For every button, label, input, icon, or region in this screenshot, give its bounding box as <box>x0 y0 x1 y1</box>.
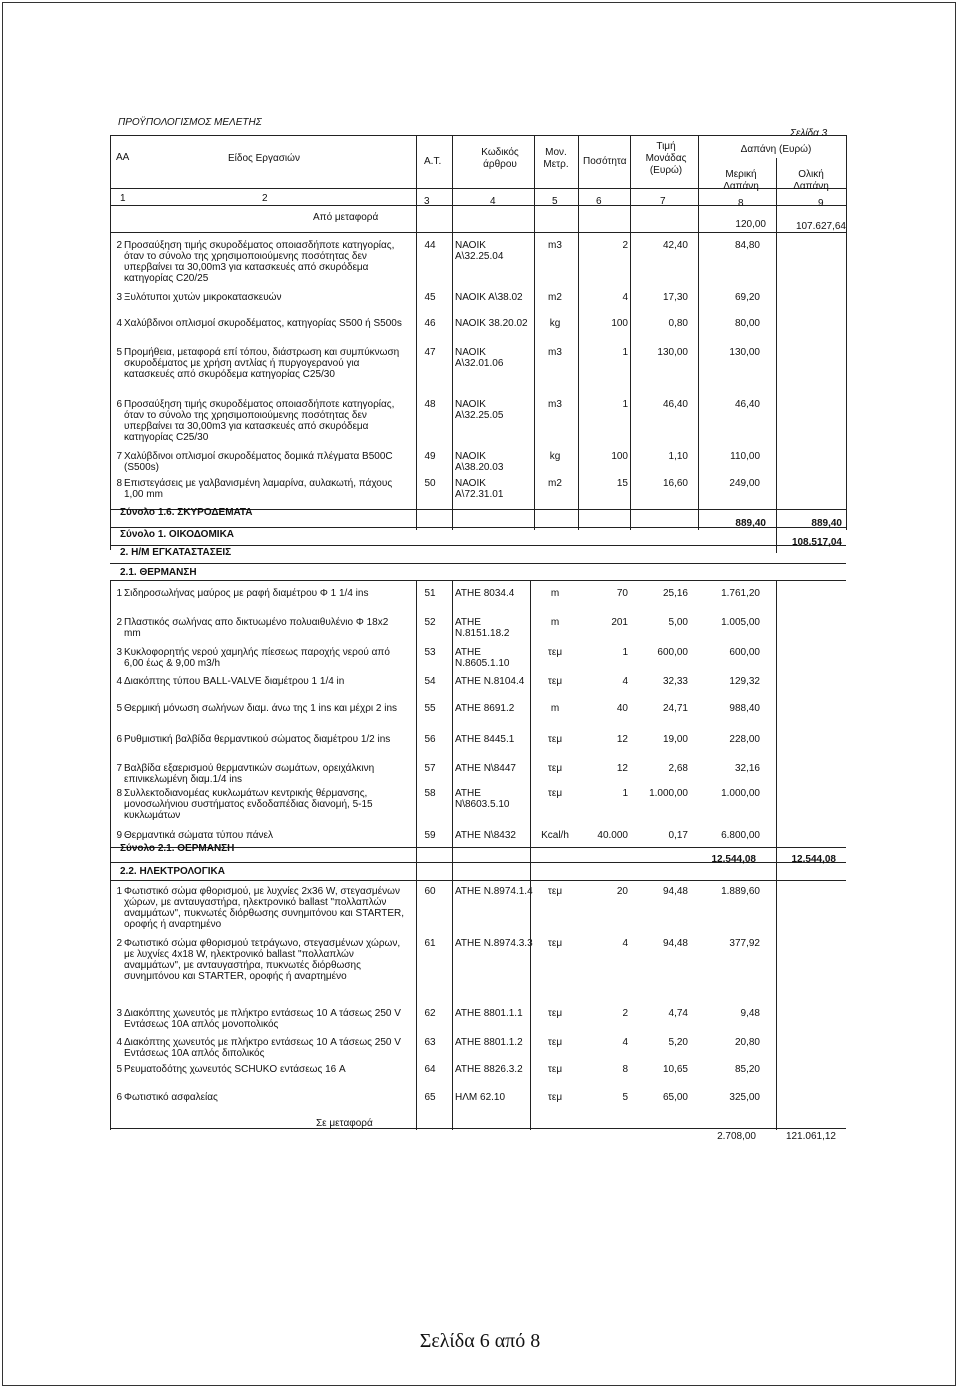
item-at: 63 <box>424 1037 436 1048</box>
table-rule <box>530 580 531 1130</box>
item-partial-cost: 110,00 <box>730 451 760 462</box>
table-rule <box>698 135 699 530</box>
document-title: ΠΡΟΫΠΟΛΟΓΙΣΜΟΣ ΜΕΛΕΤΗΣ <box>118 117 262 128</box>
item-number: 6 <box>116 734 122 745</box>
item-quantity: 201 <box>611 617 628 628</box>
item-quantity: 2 <box>622 240 628 251</box>
item-unit: τεμ <box>547 1037 563 1048</box>
item-partial-cost: 20,80 <box>734 1037 760 1048</box>
table-rule <box>452 135 453 530</box>
item-description: Φωτιστικό ασφαλείας <box>124 1092 218 1103</box>
col-unit-2: Μετρ. <box>543 159 569 170</box>
item-number: 8 <box>116 788 122 799</box>
item-code: ΑΤΗΕ Ν\8447 <box>455 763 516 774</box>
item-number: 3 <box>116 292 122 303</box>
total-1-value: 108.517,04 <box>791 537 842 548</box>
subtotal-2-1-partial: 12.544,08 <box>711 854 756 865</box>
item-code: ΑΤΗΕ Ν.8974.3.3 <box>455 938 533 949</box>
item-at: 47 <box>424 347 436 358</box>
subtotal-1-6-label: Σύνολο 1.6. ΣΚΥΡΟΔΕΜΑΤΑ <box>120 507 253 518</box>
table-rule <box>110 205 846 206</box>
table-rule <box>110 580 846 581</box>
item-unit: m3 <box>548 240 562 251</box>
item-unit-price: 5,20 <box>668 1037 688 1048</box>
item-code: ΑΤΗΕ 8034.4 <box>455 588 515 599</box>
item-partial-cost: 32,16 <box>734 763 760 774</box>
col-total-1: Ολική <box>798 169 824 180</box>
item-code: ΝΑΟΙΚ Α\72.31.01 <box>455 478 504 500</box>
item-at: 62 <box>424 1008 436 1019</box>
item-number: 6 <box>116 399 122 410</box>
table-rule <box>110 880 846 881</box>
item-partial-cost: 129,32 <box>729 676 760 687</box>
item-partial-cost: 84,80 <box>734 240 760 251</box>
item-partial-cost: 249,00 <box>729 478 760 489</box>
item-description: Ξυλότυποι χυτών μικροκατασκευών <box>124 292 282 303</box>
table-rule <box>776 158 777 553</box>
table-rule <box>110 545 846 546</box>
table-rule <box>630 135 631 530</box>
item-partial-cost: 377,92 <box>729 938 760 949</box>
colnum-3: 3 <box>424 196 430 207</box>
item-at: 44 <box>424 240 436 251</box>
item-partial-cost: 1.761,20 <box>721 588 760 599</box>
item-number: 1 <box>116 886 122 897</box>
item-number: 9 <box>116 830 122 841</box>
item-unit: m2 <box>548 292 562 303</box>
item-unit: m3 <box>548 399 562 410</box>
page-label: Σελίδα 3 <box>790 128 828 139</box>
item-quantity: 1 <box>622 647 628 658</box>
item-at: 60 <box>424 886 436 897</box>
item-description: Προσαύξηση τιμής σκυροδέματος οποιασδήποτε κατηγορίας, όταν το σύνολο της χρησιμοποιούμενης ποσότητας δεν υπερβαίνει τα 30,00m3 για κατασκευές από σκυρόδεμα κατηγορίας C25/30 <box>124 399 395 443</box>
item-code: ΗΛΜ 62.10 <box>455 1092 506 1103</box>
item-unit-price: 65,00 <box>662 1092 688 1103</box>
col-total-2: Δαπάνη <box>793 181 829 192</box>
item-unit: m <box>550 588 560 599</box>
item-number: 1 <box>116 588 122 599</box>
item-quantity: 8 <box>622 1064 628 1075</box>
table-rule <box>534 135 535 530</box>
colnum-1: 1 <box>120 193 126 204</box>
subtotal-2-1-label: Σύνολο 2.1. ΘΕΡΜΑΝΣΗ <box>120 843 235 854</box>
item-at: 55 <box>424 703 436 714</box>
carry-over-label: Σε μεταφορά <box>316 1118 373 1129</box>
item-number: 2 <box>116 938 122 949</box>
colnum-7: 7 <box>660 196 666 207</box>
item-partial-cost: 1.005,00 <box>721 617 760 628</box>
item-at: 54 <box>424 676 436 687</box>
item-number: 3 <box>116 1008 122 1019</box>
item-quantity: 2 <box>622 1008 628 1019</box>
carried-forward-label: Από μεταφορά <box>313 212 379 223</box>
item-unit-price: 94,48 <box>662 938 688 949</box>
item-description: Διακόπτης χωνευτός με πλήκτρο εντάσεως 10 A τάσεως 250 V Εντάσεως 10A απλός μονοπολικός <box>124 1008 401 1030</box>
item-number: 4 <box>116 676 122 687</box>
item-unit: kg <box>549 451 561 462</box>
item-description: Χαλύβδινοι οπλισμοί σκυροδέματος, κατηγορίας S500 ή S500s <box>124 318 402 329</box>
item-quantity: 100 <box>611 318 628 329</box>
table-rule <box>110 135 846 136</box>
item-number: 2 <box>116 240 122 251</box>
item-description: Ρευματοδότης χωνευτός SCHUKO εντάσεως 16 A <box>124 1064 346 1075</box>
item-quantity: 40.000 <box>597 830 628 841</box>
item-at: 50 <box>424 478 436 489</box>
item-unit: τεμ <box>547 763 563 774</box>
item-number: 5 <box>116 1064 122 1075</box>
colnum-6: 6 <box>596 196 602 207</box>
item-number: 6 <box>116 1092 122 1103</box>
item-description: Κυκλοφορητής νερού χαμηλής πίεσεως παροχής νερού από 6,00 έως & 9,00 m3/h <box>124 647 390 669</box>
item-code: ΝΑΟΙΚ Α\32.25.04 <box>455 240 504 262</box>
carried-forward-partial: 120,00 <box>735 219 766 230</box>
item-code: ΑΤΗΕ 8445.1 <box>455 734 515 745</box>
item-number: 5 <box>116 703 122 714</box>
item-code: ΑΤΗΕ 8691.2 <box>455 703 515 714</box>
item-quantity: 20 <box>616 886 628 897</box>
item-partial-cost: 228,00 <box>729 734 760 745</box>
col-code-1: Κωδικός <box>481 147 519 158</box>
item-code: ΑΤΗΕ Ν.8151.18.2 <box>455 617 510 639</box>
item-unit-price: 19,00 <box>662 734 688 745</box>
item-code: ΑΤΗΕ Ν.8974.1.4 <box>455 886 533 897</box>
item-description: Φωτιστικό σώμα φθορισμού τετράγωνο, στεγασμένων χώρων, με λυχνίες 4x18 W, ηλεκτρονικό ballast "πολλαπλών αναμμάτων", με ανταυγαστήρα, πυκνωτές διόρθωσης συνημιτόνου και STARTER, οροφής ή αναρτημένο <box>124 938 401 982</box>
item-unit-price: 130,00 <box>657 347 688 358</box>
item-unit: τεμ <box>547 886 563 897</box>
item-code: ΝΑΟΙΚ Α\38.20.03 <box>455 451 504 473</box>
item-unit-price: 16,60 <box>662 478 688 489</box>
item-unit-price: 25,16 <box>662 588 688 599</box>
col-at: Α.Τ. <box>424 156 442 167</box>
item-description: Θερμική μόνωση σωλήνων διαμ. άνω της 1 ins και μέχρι 2 ins <box>124 703 398 714</box>
item-unit: τεμ <box>547 1064 563 1075</box>
item-quantity: 1 <box>622 788 628 799</box>
item-partial-cost: 600,00 <box>729 647 760 658</box>
item-at: 51 <box>424 588 436 599</box>
item-quantity: 4 <box>622 1037 628 1048</box>
item-description: Διακόπτης τύπου BALL-VALVE διαμέτρου 1 1/4 in <box>124 676 345 687</box>
item-unit-price: 1.000,00 <box>649 788 688 799</box>
item-code: ΑΤΗΕ 8801.1.2 <box>455 1037 523 1048</box>
item-unit-price: 1,10 <box>668 451 688 462</box>
item-description: Προμήθεια, μεταφορά επί τόπου, διάστρωση και συμπύκνωση σκυροδέματος με χρήση αντλίας ή πυργογερανού για κατασκευές από σκυρόδεμα κατηγορίας C25/30 <box>124 347 400 380</box>
item-unit-price: 24,71 <box>662 703 688 714</box>
item-unit-price: 2,68 <box>668 763 688 774</box>
item-number: 3 <box>116 647 122 658</box>
table-rule <box>110 135 111 550</box>
colnum-4: 4 <box>490 196 496 207</box>
item-partial-cost: 1.889,60 <box>721 886 760 897</box>
item-quantity: 70 <box>616 588 628 599</box>
item-description: Σιδηροσωλήνας μαύρος με ραφή διαμέτρου Φ 1 1/4 ins <box>124 588 369 599</box>
page-footer: Σελίδα 6 από 8 <box>419 1330 541 1352</box>
item-code: ΑΤΗΕ Ν\8432 <box>455 830 516 841</box>
item-unit-price: 17,30 <box>662 292 688 303</box>
item-description: Διακόπτης χωνευτός με πλήκτρο εντάσεως 10 A τάσεως 250 V Εντάσεως 10A απλός διπολικός <box>124 1037 401 1059</box>
item-at: 52 <box>424 617 436 628</box>
table-rule <box>110 1128 846 1129</box>
item-at: 46 <box>424 318 436 329</box>
item-unit: m <box>550 617 560 628</box>
item-partial-cost: 46,40 <box>734 399 760 410</box>
item-unit-price: 42,40 <box>662 240 688 251</box>
item-at: 56 <box>424 734 436 745</box>
item-quantity: 12 <box>616 734 628 745</box>
item-number: 4 <box>116 318 122 329</box>
item-unit-price: 32,33 <box>662 676 688 687</box>
subtotal-1-6-partial: 889,40 <box>735 518 766 529</box>
table-rule <box>416 135 417 530</box>
item-quantity: 5 <box>622 1092 628 1103</box>
item-number: 7 <box>116 763 122 774</box>
item-unit: m3 <box>548 347 562 358</box>
item-unit: Kcal/h <box>541 830 569 841</box>
item-unit: m2 <box>548 478 562 489</box>
col-partial-1: Μερική <box>725 169 757 180</box>
item-unit: m <box>550 703 560 714</box>
col-partial-2: Δαπάνη <box>723 181 759 192</box>
section-2-label: 2. Η/Μ ΕΓΚΑΤΑΣΤΑΣΕΙΣ <box>120 547 232 558</box>
item-description: Συλλεκτοδιανομέας κυκλωμάτων κεντρικής θέρμανσης, μονοσωλήνιου συστήματος ενδοδαπέδιας διανομή, 5-15 κυκλωμάτων <box>124 788 373 821</box>
item-code: ΝΑΟΙΚ Α\38.02 <box>455 292 523 303</box>
item-quantity: 100 <box>611 451 628 462</box>
col-code-2: άρθρου <box>483 159 517 170</box>
item-at: 61 <box>424 938 436 949</box>
item-unit-price: 5,00 <box>668 617 688 628</box>
item-at: 64 <box>424 1064 436 1075</box>
item-unit: τεμ <box>547 1008 563 1019</box>
item-partial-cost: 130,00 <box>729 347 760 358</box>
total-1-label: Σύνολο 1. ΟΙΚΟΔΟΜΙΚΑ <box>120 529 235 540</box>
item-number: 4 <box>116 1037 122 1048</box>
colnum-2: 2 <box>262 193 268 204</box>
subtotal-2-1-total: 12.544,08 <box>791 854 836 865</box>
table-rule <box>110 563 846 564</box>
item-code: ΝΑΟΙΚ Α\32.25.05 <box>455 399 504 421</box>
item-unit: τεμ <box>547 1092 563 1103</box>
item-code: ΑΤΗΕ Ν.8605.1.10 <box>455 647 510 669</box>
item-unit: τεμ <box>547 676 563 687</box>
item-unit: τεμ <box>547 938 563 949</box>
item-unit-price: 0,80 <box>668 318 688 329</box>
item-unit-price: 94,48 <box>662 886 688 897</box>
item-quantity: 12 <box>616 763 628 774</box>
item-description: Βαλβίδα εξαερισμού θερμαντικών σωμάτων, ορειχάλκινη επινικελωμένη διαμ.1/4 ins <box>124 763 375 785</box>
item-partial-cost: 1.000,00 <box>721 788 760 799</box>
item-unit-price: 0,17 <box>668 830 688 841</box>
item-unit-price: 10,65 <box>662 1064 688 1075</box>
col-unit-1: Μον. <box>545 147 567 158</box>
item-partial-cost: 80,00 <box>734 318 760 329</box>
item-quantity: 1 <box>622 399 628 410</box>
item-at: 45 <box>424 292 436 303</box>
item-number: 7 <box>116 451 122 462</box>
item-code: ΑΤΗΕ Ν\8603.5.10 <box>455 788 510 810</box>
table-rule <box>578 135 579 530</box>
item-at: 49 <box>424 451 436 462</box>
carry-over-total: 121.061,12 <box>785 1131 836 1142</box>
table-rule <box>416 580 417 1130</box>
item-partial-cost: 69,20 <box>734 292 760 303</box>
item-unit-price: 4,74 <box>668 1008 688 1019</box>
item-at: 57 <box>424 763 436 774</box>
item-at: 53 <box>424 647 436 658</box>
item-description: Θερμαντικά σώματα τύπου πάνελ <box>124 830 273 841</box>
item-partial-cost: 9,48 <box>740 1008 760 1019</box>
item-quantity: 15 <box>616 478 628 489</box>
item-code: ΑΤΗΕ Ν.8104.4 <box>455 676 525 687</box>
item-code: ΝΑΟΙΚ Α\32.01.06 <box>455 347 504 369</box>
item-code: ΑΤΗΕ 8801.1.1 <box>455 1008 523 1019</box>
colnum-9: 9 <box>818 198 824 209</box>
item-partial-cost: 85,20 <box>734 1064 760 1075</box>
item-number: 2 <box>116 617 122 628</box>
col-price-3: (Ευρώ) <box>649 165 683 176</box>
item-unit-price: 46,40 <box>662 399 688 410</box>
item-at: 48 <box>424 399 436 410</box>
table-rule <box>110 580 111 1130</box>
item-partial-cost: 325,00 <box>729 1092 760 1103</box>
item-description: Πλαστικός σωλήνας απο δικτυωμένο πολυαιθυλένιο Φ 18x2 mm <box>124 617 389 639</box>
item-partial-cost: 6.800,00 <box>721 830 760 841</box>
item-description: Ρυθμιστική βαλβίδα θερμαντικού σώματος διαμέτρου 1/2 ins <box>124 734 391 745</box>
item-description: Χαλύβδινοι οπλισμοί σκυροδέματος δομικά πλέγματα B500C (S500s) <box>124 451 393 473</box>
section-2-1-label: 2.1. ΘΕΡΜΑΝΣΗ <box>120 567 197 578</box>
item-quantity: 1 <box>622 347 628 358</box>
col-aa: ΑΑ <box>116 152 130 163</box>
col-price-2: Μονάδας <box>645 153 687 164</box>
carried-forward-total: 107.627,64 <box>795 221 846 232</box>
item-quantity: 4 <box>622 938 628 949</box>
col-price-1: Τιμή <box>656 141 676 152</box>
subtotal-1-6-total: 889,40 <box>811 518 842 529</box>
col-cost: Δαπάνη (Ευρώ) <box>740 144 812 155</box>
colnum-5: 5 <box>552 196 558 207</box>
item-unit: τεμ <box>547 734 563 745</box>
item-code: ΑΤΗΕ 8826.3.2 <box>455 1064 523 1075</box>
item-at: 65 <box>424 1092 436 1103</box>
item-unit-price: 600,00 <box>657 647 688 658</box>
section-2-2-label: 2.2. ΗΛΕΚΤΡΟΛΟΓΙΚΑ <box>120 866 225 877</box>
item-description: Φωτιστικό σώμα φθορισμού, με λυχνίες 2x36 W, στεγασμένων χώρων, με ανταυγαστήρα, ηλεκτρονικό ballast "πολλαπλών αναμμάτων", πυκνωτές διόρθωσης συνημιτόνου και STARTER, οροφής ή αναρτημένο <box>124 886 405 930</box>
item-unit: τεμ <box>547 647 563 658</box>
colnum-8: 8 <box>738 198 744 209</box>
page-frame <box>2 2 956 1386</box>
table-rule <box>110 232 846 233</box>
item-number: 5 <box>116 347 122 358</box>
item-unit: τεμ <box>547 788 563 799</box>
col-qty: Ποσότητα <box>583 156 627 167</box>
item-description: Προσαύξηση τιμής σκυροδέματος οποιασδήποτε κατηγορίας, όταν το σύνολο της χρησιμοποιούμενης ποσότητας δεν υπερβαίνει τα 30,00m3 για κατασκευές από σκυρόδεμα κατηγορίας C20/25 <box>124 240 395 284</box>
table-rule <box>846 135 847 530</box>
item-at: 59 <box>424 830 436 841</box>
item-quantity: 40 <box>616 703 628 714</box>
item-code: ΝΑΟΙΚ 38.20.02 <box>455 318 528 329</box>
item-partial-cost: 988,40 <box>729 703 760 714</box>
item-number: 8 <box>116 478 122 489</box>
carry-over-partial: 2.708,00 <box>717 1131 756 1142</box>
item-quantity: 4 <box>622 292 628 303</box>
col-eidos: Είδος Εργασιών <box>228 153 300 164</box>
item-at: 58 <box>424 788 436 799</box>
item-quantity: 4 <box>622 676 628 687</box>
item-description: Επιστεγάσεις με γαλβανισμένη λαμαρίνα, αυλακωτή, πάχους 1,00 mm <box>124 478 393 500</box>
table-rule <box>452 580 453 1130</box>
item-unit: kg <box>549 318 561 329</box>
